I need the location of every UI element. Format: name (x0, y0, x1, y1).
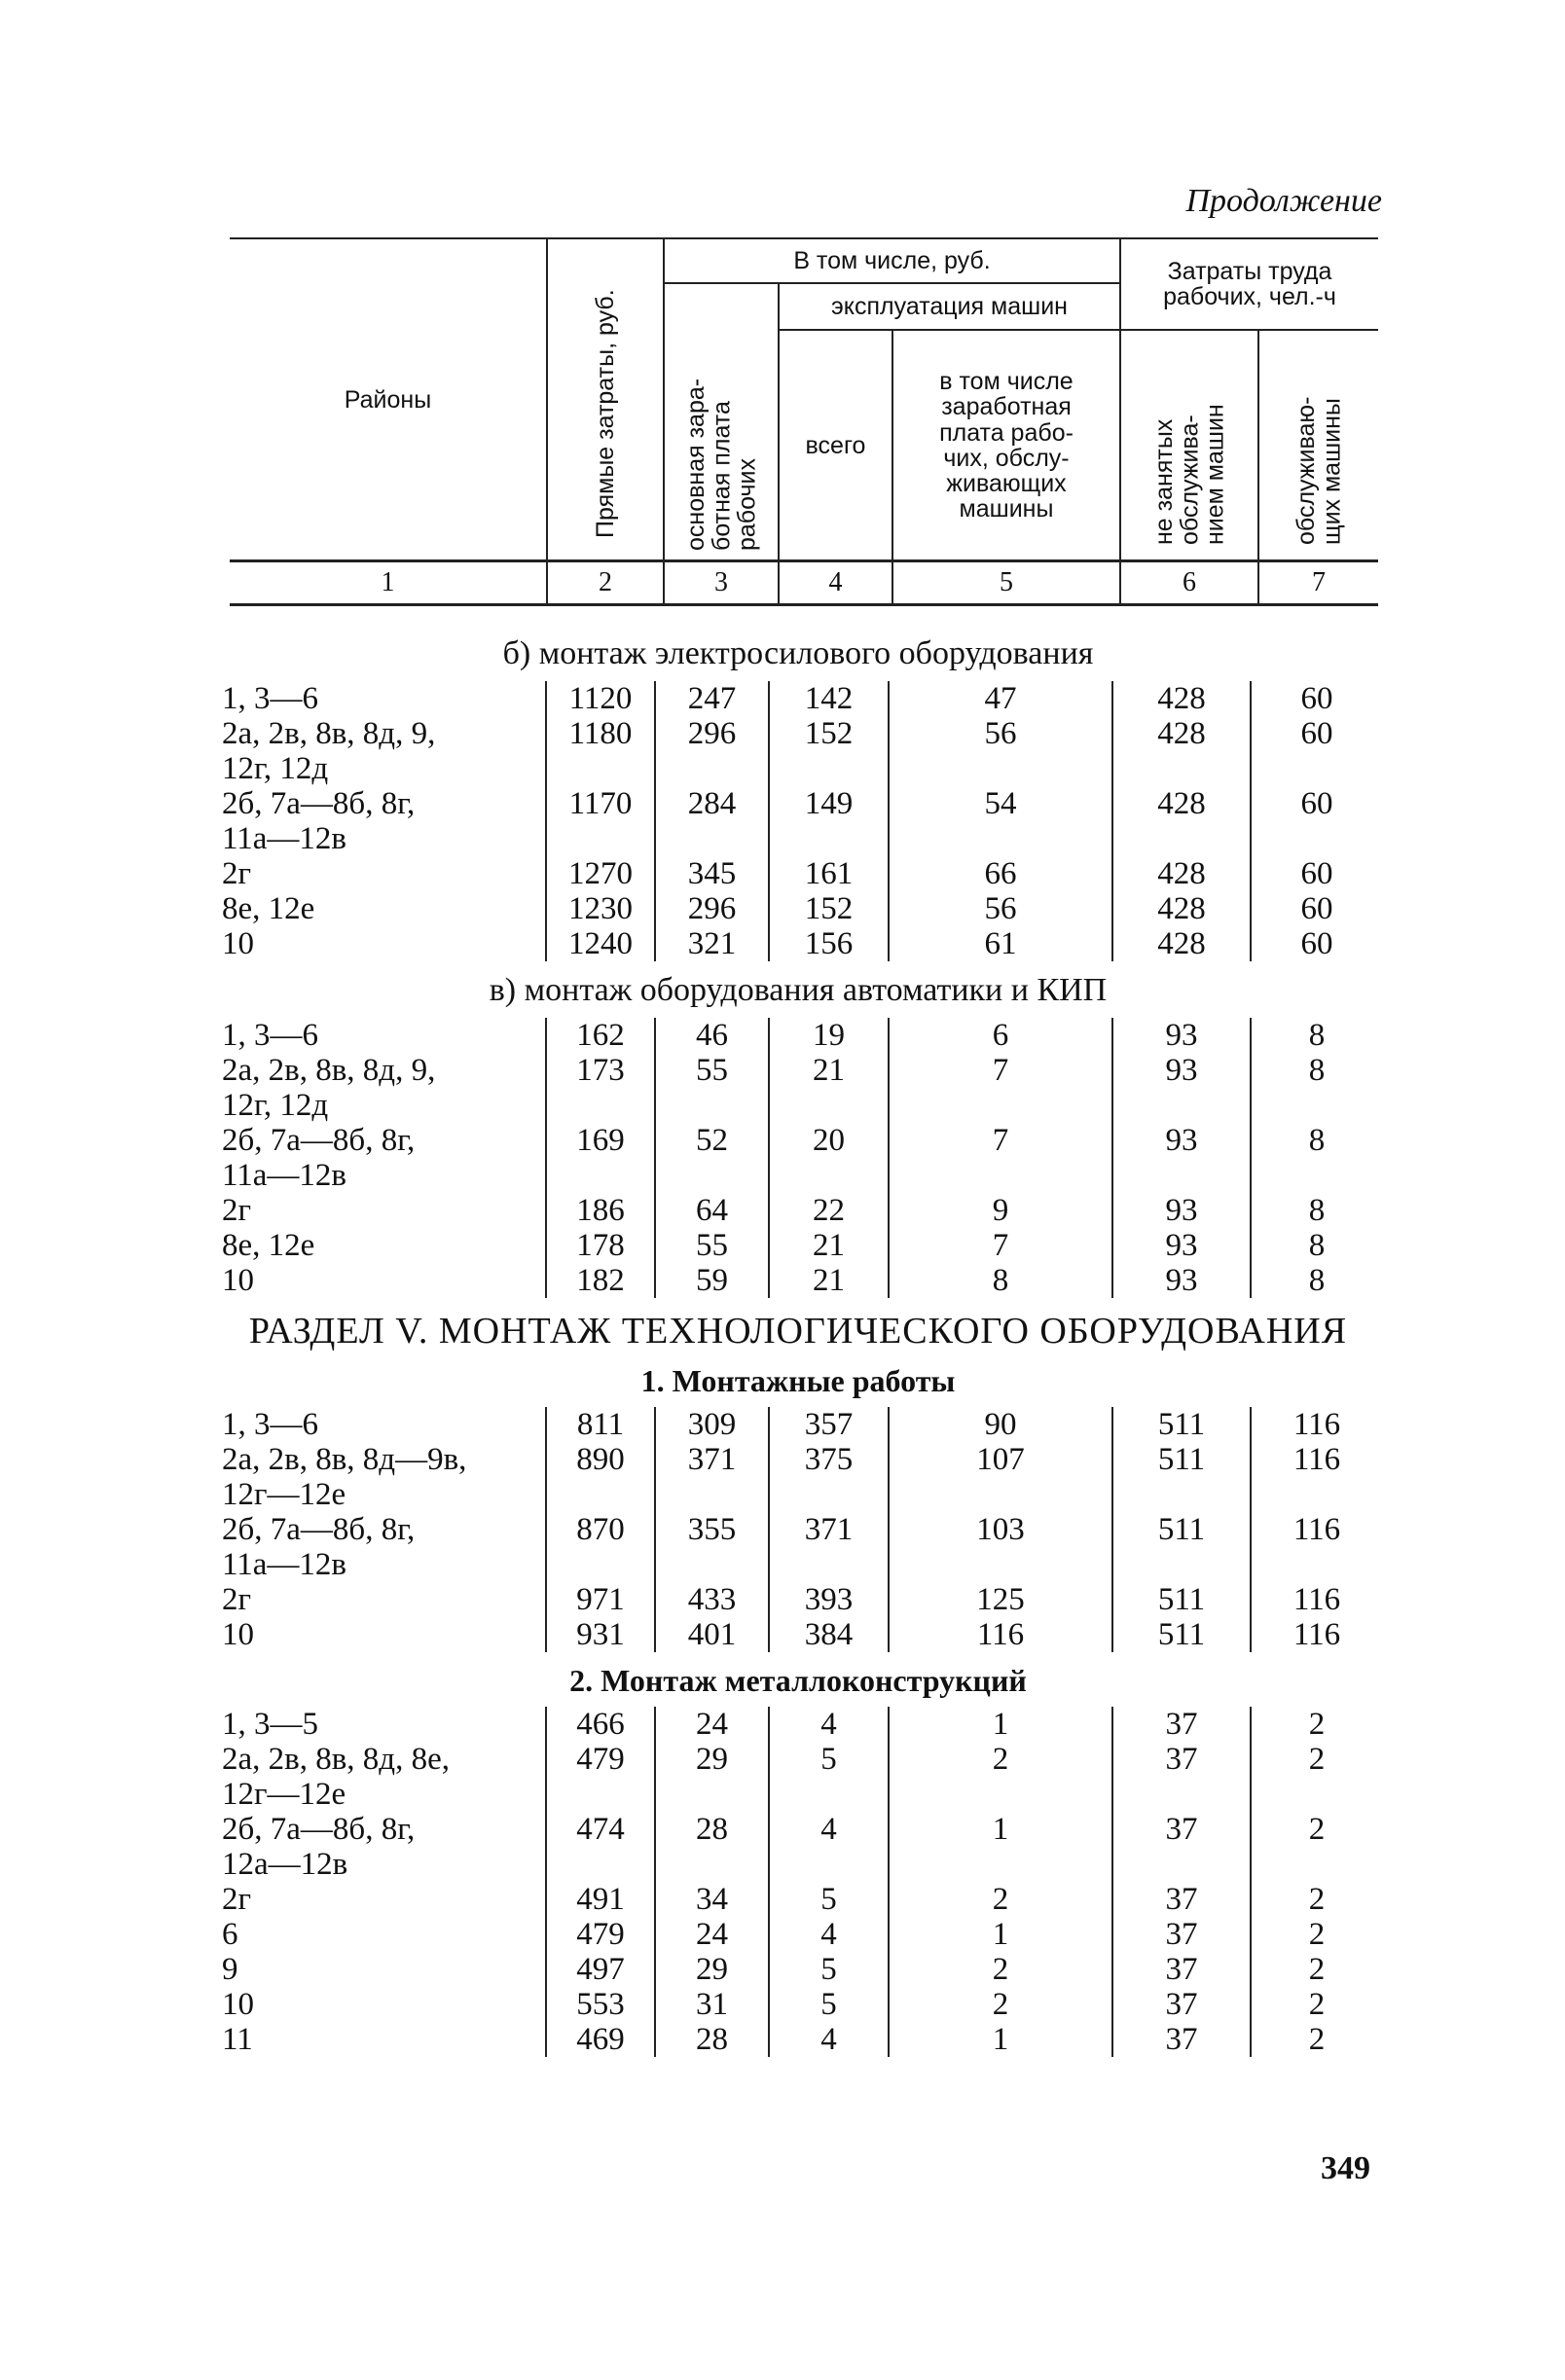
row-value (888, 821, 1111, 856)
row-value: 428 (1111, 856, 1250, 891)
row-value (1111, 1158, 1250, 1193)
row-district: 2б, 7а—8б, 8г, (222, 1123, 416, 1158)
row-value (654, 1847, 768, 1882)
row-value: 357 (768, 1407, 888, 1442)
row-value (1250, 1088, 1382, 1123)
col-number: 4 (779, 561, 892, 604)
row-value (888, 1847, 1111, 1882)
row-value: 156 (768, 926, 888, 961)
row-district: 1, 3—6 (222, 1018, 318, 1053)
row-value (545, 1158, 654, 1193)
row-value: 247 (654, 681, 768, 716)
row-value: 162 (545, 1018, 654, 1053)
row-value: 511 (1111, 1442, 1250, 1477)
row-value: 178 (545, 1228, 654, 1263)
row-value (768, 1477, 888, 1512)
row-district: 2г (222, 1882, 252, 1917)
row-value: 1240 (545, 926, 654, 961)
row-value: 60 (1250, 891, 1382, 926)
row-value: 149 (768, 786, 888, 821)
section-rows (214, 681, 1382, 961)
row-district: 1, 3—6 (222, 1407, 318, 1442)
row-value: 479 (545, 1917, 654, 1952)
row-value: 19 (768, 1018, 888, 1053)
row-value: 37 (1111, 1742, 1250, 1777)
row-value: 2 (1250, 1882, 1382, 1917)
row-value: 1 (888, 2022, 1111, 2057)
row-value: 375 (768, 1442, 888, 1477)
row-value: 2 (1250, 1952, 1382, 1987)
row-value (768, 1088, 888, 1123)
row-value: 116 (888, 1617, 1111, 1652)
row-value: 4 (768, 1917, 888, 1952)
row-value (545, 1088, 654, 1123)
header-zatraty-truda: Затраты труда рабочих, чел.-ч (1120, 238, 1378, 330)
row-value: 116 (1250, 1512, 1382, 1547)
row-district: 12г, 12д (222, 1088, 329, 1123)
row-district: 11 (222, 2022, 253, 2057)
continuation-label: Продолжение (1185, 183, 1382, 219)
row-value: 93 (1111, 1263, 1250, 1298)
row-value: 870 (545, 1512, 654, 1547)
row-value: 37 (1111, 1812, 1250, 1847)
row-value: 173 (545, 1053, 654, 1088)
row-value: 1 (888, 1812, 1111, 1847)
header-ekspluataciya: эксплуатация машин (779, 283, 1120, 330)
row-district: 12г—12е (222, 1777, 346, 1812)
row-value: 60 (1250, 926, 1382, 961)
row-district: 12а—12в (222, 1847, 348, 1882)
row-value: 5 (768, 1952, 888, 1987)
row-value: 384 (768, 1617, 888, 1652)
row-value (545, 1777, 654, 1812)
row-value (768, 1777, 888, 1812)
row-value: 345 (654, 856, 768, 891)
row-value: 1180 (545, 716, 654, 751)
row-value: 20 (768, 1123, 888, 1158)
row-value: 2 (1250, 1987, 1382, 2022)
row-value: 37 (1111, 1952, 1250, 1987)
row-value: 8 (1250, 1123, 1382, 1158)
col-number: 1 (230, 561, 547, 604)
row-district: 2б, 7а—8б, 8г, (222, 1512, 416, 1547)
row-value (1111, 1088, 1250, 1123)
row-value: 169 (545, 1123, 654, 1158)
row-value: 2 (888, 1742, 1111, 1777)
row-value: 890 (545, 1442, 654, 1477)
row-value: 8 (1250, 1053, 1382, 1088)
row-district: 10 (222, 1263, 254, 1298)
row-value: 4 (768, 1707, 888, 1742)
row-value: 4 (768, 2022, 888, 2057)
row-district: 10 (222, 1617, 254, 1652)
row-value: 511 (1111, 1407, 1250, 1442)
row-value (888, 1477, 1111, 1512)
row-value: 321 (654, 926, 768, 961)
row-value: 7 (888, 1228, 1111, 1263)
row-value: 93 (1111, 1193, 1250, 1228)
row-value: 55 (654, 1053, 768, 1088)
row-value: 971 (545, 1582, 654, 1617)
header-pryamye: Прямые затраты, руб. (547, 238, 664, 561)
row-value (545, 1477, 654, 1512)
section-title: 2. Монтаж металлоконструкций (569, 1663, 1027, 1698)
row-value (545, 821, 654, 856)
row-value: 116 (1250, 1407, 1382, 1442)
row-value (1250, 1777, 1382, 1812)
row-value (654, 1777, 768, 1812)
row-value (545, 1847, 654, 1882)
section-title: РАЗДЕЛ V. МОНТАЖ ТЕХНОЛОГИЧЕСКОГО ОБОРУДОВАНИЯ (248, 1311, 1348, 1352)
row-value: 152 (768, 716, 888, 751)
row-value: 2 (1250, 1917, 1382, 1952)
row-district: 2а, 2в, 8в, 8д, 9, (222, 716, 436, 751)
header-rayony: Районы (230, 238, 547, 561)
row-value: 93 (1111, 1018, 1250, 1053)
section-rows (214, 1707, 1382, 2057)
row-district: 2г (222, 856, 252, 891)
row-value: 433 (654, 1582, 768, 1617)
section-title: б) монтаж электросилового оборудования (502, 635, 1094, 671)
row-value: 428 (1111, 716, 1250, 751)
row-value (768, 1158, 888, 1193)
row-value: 479 (545, 1742, 654, 1777)
row-district: 11а—12в (222, 821, 347, 856)
header-obsluzhivayushih: обслуживаю- щих машины (1258, 330, 1378, 560)
row-value: 54 (888, 786, 1111, 821)
row-value: 371 (768, 1512, 888, 1547)
row-value (1250, 1158, 1382, 1193)
row-value: 284 (654, 786, 768, 821)
table-body (214, 632, 1382, 2065)
row-value: 116 (1250, 1442, 1382, 1477)
row-value: 5 (768, 1742, 888, 1777)
row-value: 466 (545, 1707, 654, 1742)
row-value: 553 (545, 1987, 654, 2022)
row-value (888, 1777, 1111, 1812)
row-value: 142 (768, 681, 888, 716)
row-district: 2б, 7а—8б, 8г, (222, 786, 416, 821)
row-district: 12г, 12д (222, 751, 329, 786)
row-value: 309 (654, 1407, 768, 1442)
row-value: 107 (888, 1442, 1111, 1477)
row-value (1250, 1477, 1382, 1512)
row-value: 428 (1111, 926, 1250, 961)
row-value: 8 (1250, 1193, 1382, 1228)
row-value: 2 (888, 1987, 1111, 2022)
row-value: 56 (888, 891, 1111, 926)
row-value: 60 (1250, 681, 1382, 716)
row-value: 186 (545, 1193, 654, 1228)
header-osnovnaya: основная зара- ботная плата рабочих (664, 283, 779, 561)
row-value: 2 (1250, 1742, 1382, 1777)
row-value: 511 (1111, 1617, 1250, 1652)
row-value: 1 (888, 1707, 1111, 1742)
row-district: 2а, 2в, 8в, 8д—9в, (222, 1442, 467, 1477)
row-value: 152 (768, 891, 888, 926)
row-value: 46 (654, 1018, 768, 1053)
row-value (1111, 1777, 1250, 1812)
row-value: 21 (768, 1263, 888, 1298)
row-value: 296 (654, 891, 768, 926)
row-value: 296 (654, 716, 768, 751)
row-district: 10 (222, 1987, 254, 2022)
row-value (1111, 751, 1250, 786)
row-value (654, 821, 768, 856)
row-district: 1, 3—5 (222, 1707, 318, 1742)
row-value: 47 (888, 681, 1111, 716)
row-value: 55 (654, 1228, 768, 1263)
row-value: 103 (888, 1512, 1111, 1547)
col-number: 6 (1120, 561, 1258, 604)
header-ne-zanyatyh: не занятых обслужива- нием машин (1120, 330, 1258, 560)
row-value: 6 (888, 1018, 1111, 1053)
row-value: 9 (888, 1193, 1111, 1228)
row-value: 8 (1250, 1228, 1382, 1263)
row-value: 28 (654, 2022, 768, 2057)
row-value (1111, 1547, 1250, 1582)
row-value: 511 (1111, 1512, 1250, 1547)
row-value: 4 (768, 1812, 888, 1847)
row-value: 125 (888, 1582, 1111, 1617)
row-value: 7 (888, 1053, 1111, 1088)
row-value (545, 1547, 654, 1582)
row-value: 24 (654, 1917, 768, 1952)
header-v-tom-chisle: В том числе, руб. (664, 238, 1120, 283)
row-value: 22 (768, 1193, 888, 1228)
row-value: 52 (654, 1123, 768, 1158)
row-value: 497 (545, 1952, 654, 1987)
section-title: 1. Монтажные работы (640, 1363, 956, 1398)
row-value: 393 (768, 1582, 888, 1617)
row-value: 811 (545, 1407, 654, 1442)
row-value: 37 (1111, 1707, 1250, 1742)
row-value (768, 751, 888, 786)
section-title: в) монтаж оборудования автоматики и КИП (489, 972, 1108, 1008)
row-value: 428 (1111, 681, 1250, 716)
row-value: 59 (654, 1263, 768, 1298)
row-value: 37 (1111, 1917, 1250, 1952)
row-value: 116 (1250, 1582, 1382, 1617)
row-value (1111, 821, 1250, 856)
section-rows (214, 1407, 1382, 1652)
row-value: 29 (654, 1952, 768, 1987)
row-value (888, 751, 1111, 786)
row-district: 2а, 2в, 8в, 8д, 9, (222, 1053, 436, 1088)
row-value: 66 (888, 856, 1111, 891)
col-number: 3 (664, 561, 779, 604)
row-value: 21 (768, 1228, 888, 1263)
row-value: 511 (1111, 1582, 1250, 1617)
row-value (1111, 1847, 1250, 1882)
row-value: 1 (888, 1917, 1111, 1952)
row-value (654, 1088, 768, 1123)
row-district: 6 (222, 1917, 238, 1952)
row-district: 11а—12в (222, 1158, 347, 1193)
row-value (654, 1547, 768, 1582)
row-value: 491 (545, 1882, 654, 1917)
row-district: 2а, 2в, 8в, 8д, 8е, (222, 1742, 450, 1777)
row-value: 1170 (545, 786, 654, 821)
col-number: 2 (547, 561, 664, 604)
row-value: 1230 (545, 891, 654, 926)
section-rows (214, 1018, 1382, 1298)
row-value: 37 (1111, 1882, 1250, 1917)
row-value: 2 (1250, 1707, 1382, 1742)
header-vsego: всего (779, 330, 892, 560)
row-value (1111, 1477, 1250, 1512)
row-value (545, 751, 654, 786)
row-value (1250, 821, 1382, 856)
row-district: 10 (222, 926, 254, 961)
row-value: 21 (768, 1053, 888, 1088)
row-value (654, 1477, 768, 1512)
row-value: 182 (545, 1263, 654, 1298)
row-value: 24 (654, 1707, 768, 1742)
page-number: 349 (1321, 2150, 1370, 2186)
header-v-tom-chisle-zarabot: в том числе заработная плата рабо- чих, обслу- живающих машины (892, 330, 1120, 560)
row-value: 64 (654, 1193, 768, 1228)
row-value: 355 (654, 1512, 768, 1547)
col-number: 5 (892, 561, 1120, 604)
row-value: 93 (1111, 1123, 1250, 1158)
row-district: 9 (222, 1952, 238, 1987)
row-value: 37 (1111, 2022, 1250, 2057)
row-value (768, 1847, 888, 1882)
row-value (888, 1088, 1111, 1123)
row-district: 1, 3—6 (222, 681, 318, 716)
row-value: 5 (768, 1882, 888, 1917)
row-value: 116 (1250, 1617, 1382, 1652)
row-value (888, 1158, 1111, 1193)
row-district: 12г—12е (222, 1477, 346, 1512)
row-value: 931 (545, 1617, 654, 1652)
row-value: 474 (545, 1812, 654, 1847)
row-value: 60 (1250, 856, 1382, 891)
row-value: 56 (888, 716, 1111, 751)
row-district: 2г (222, 1193, 252, 1228)
row-value: 469 (545, 2022, 654, 2057)
row-value: 29 (654, 1742, 768, 1777)
row-value: 90 (888, 1407, 1111, 1442)
row-value: 61 (888, 926, 1111, 961)
row-value: 428 (1111, 891, 1250, 926)
col-number: 7 (1258, 561, 1378, 604)
row-value (1250, 1847, 1382, 1882)
row-value: 5 (768, 1987, 888, 2022)
row-district: 8е, 12е (222, 1228, 315, 1263)
row-value: 1120 (545, 681, 654, 716)
row-value: 60 (1250, 716, 1382, 751)
row-district: 2б, 7а—8б, 8г, (222, 1812, 416, 1847)
table-header (230, 237, 1378, 606)
row-value (654, 751, 768, 786)
row-value (768, 1547, 888, 1582)
row-value: 7 (888, 1123, 1111, 1158)
row-value: 8 (1250, 1018, 1382, 1053)
row-value: 2 (888, 1882, 1111, 1917)
row-value: 1270 (545, 856, 654, 891)
row-value: 93 (1111, 1228, 1250, 1263)
row-district: 2г (222, 1582, 252, 1617)
row-value: 8 (888, 1263, 1111, 1298)
row-value (1250, 751, 1382, 786)
row-value: 8 (1250, 1263, 1382, 1298)
row-value: 31 (654, 1987, 768, 2022)
row-value: 2 (1250, 1812, 1382, 1847)
row-value: 93 (1111, 1053, 1250, 1088)
row-value (888, 1547, 1111, 1582)
row-value: 428 (1111, 786, 1250, 821)
row-value: 2 (1250, 2022, 1382, 2057)
row-district: 11а—12в (222, 1547, 347, 1582)
row-value: 401 (654, 1617, 768, 1652)
row-value: 371 (654, 1442, 768, 1477)
row-value (654, 1158, 768, 1193)
row-value: 28 (654, 1812, 768, 1847)
row-value: 2 (888, 1952, 1111, 1987)
row-value (768, 821, 888, 856)
row-district: 8е, 12е (222, 891, 315, 926)
row-value: 37 (1111, 1987, 1250, 2022)
row-value: 161 (768, 856, 888, 891)
row-value: 34 (654, 1882, 768, 1917)
row-value (1250, 1547, 1382, 1582)
row-value: 60 (1250, 786, 1382, 821)
